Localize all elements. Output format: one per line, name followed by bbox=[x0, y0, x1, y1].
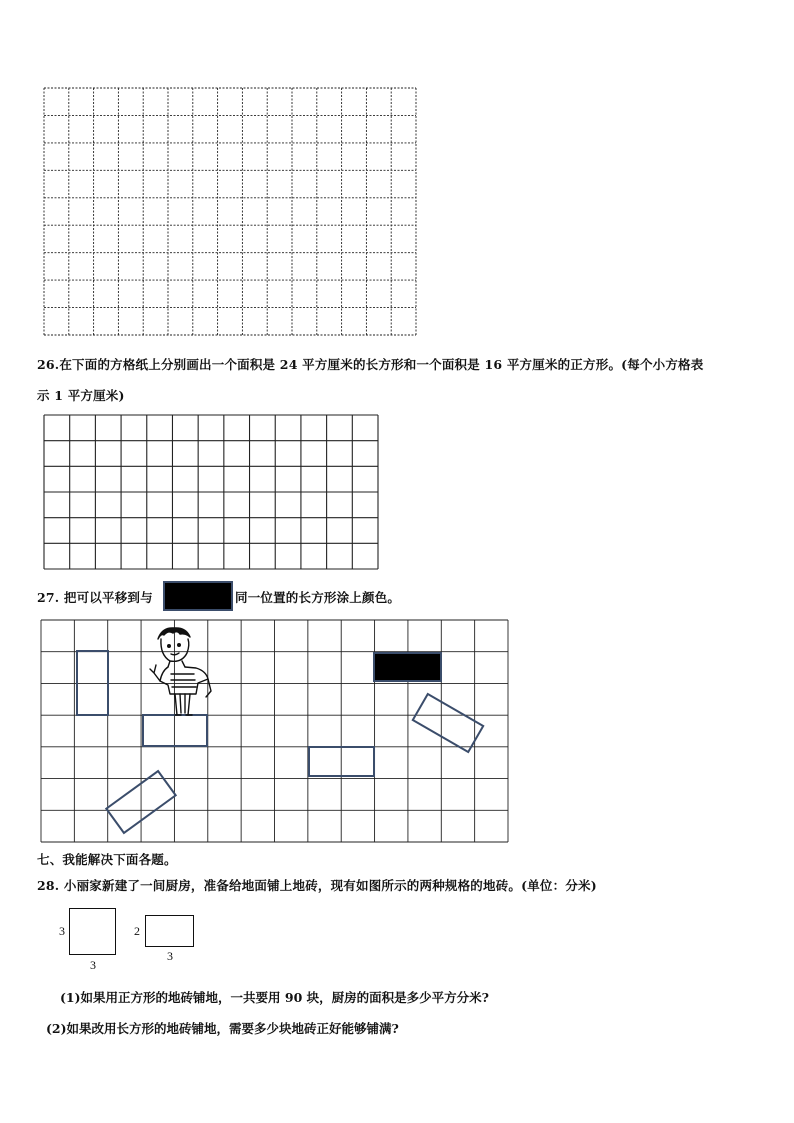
rect-tile-side-label: 2 bbox=[134, 924, 140, 938]
section-7-title: 七、我能解决下面各题。 bbox=[37, 852, 177, 867]
dashed-answer-grid bbox=[43, 87, 417, 336]
square-grid-paper bbox=[43, 414, 379, 570]
question-27-prefix: 27. 把可以平移到与 bbox=[37, 590, 153, 605]
reference-black-rectangle bbox=[163, 581, 233, 611]
square-tile-side-label: 3 bbox=[59, 924, 65, 938]
tilted-rectangle-right[interactable] bbox=[413, 694, 483, 752]
question-28-text: 28. 小丽家新建了一间厨房，准备给地面铺上地砖，现有如图所示的两种规格的地砖。(单位：分米) bbox=[37, 878, 597, 893]
rect-tile-bottom-label: 3 bbox=[167, 949, 173, 963]
question-28-sub2: (2)如果改用长方形的地砖铺地，需要多少块地砖正好能够铺满? bbox=[46, 1021, 399, 1036]
square-tile bbox=[69, 908, 116, 955]
question-26-line2: 示 1 平方厘米) bbox=[37, 388, 125, 403]
question-28-sub1: (1)如果用正方形的地砖铺地，一共要用 90 块，厨房的面积是多少平方分米? bbox=[60, 990, 489, 1005]
question-27-suffix: 同一位置的长方形涂上颜色。 bbox=[235, 590, 401, 605]
horizontal-rectangle-left[interactable] bbox=[143, 715, 207, 746]
rectangle-tile bbox=[145, 915, 194, 947]
boy-figure-icon bbox=[150, 628, 211, 715]
question-26-line1: 26.在下面的方格纸上分别画出一个面积是 24 平方厘米的长方形和一个面积是 16 平方厘米的正方形。(每个小方格表 bbox=[37, 357, 704, 372]
black-target-rectangle bbox=[374, 653, 441, 681]
translation-grid bbox=[40, 619, 509, 843]
square-tile-bottom-label: 3 bbox=[90, 958, 96, 972]
